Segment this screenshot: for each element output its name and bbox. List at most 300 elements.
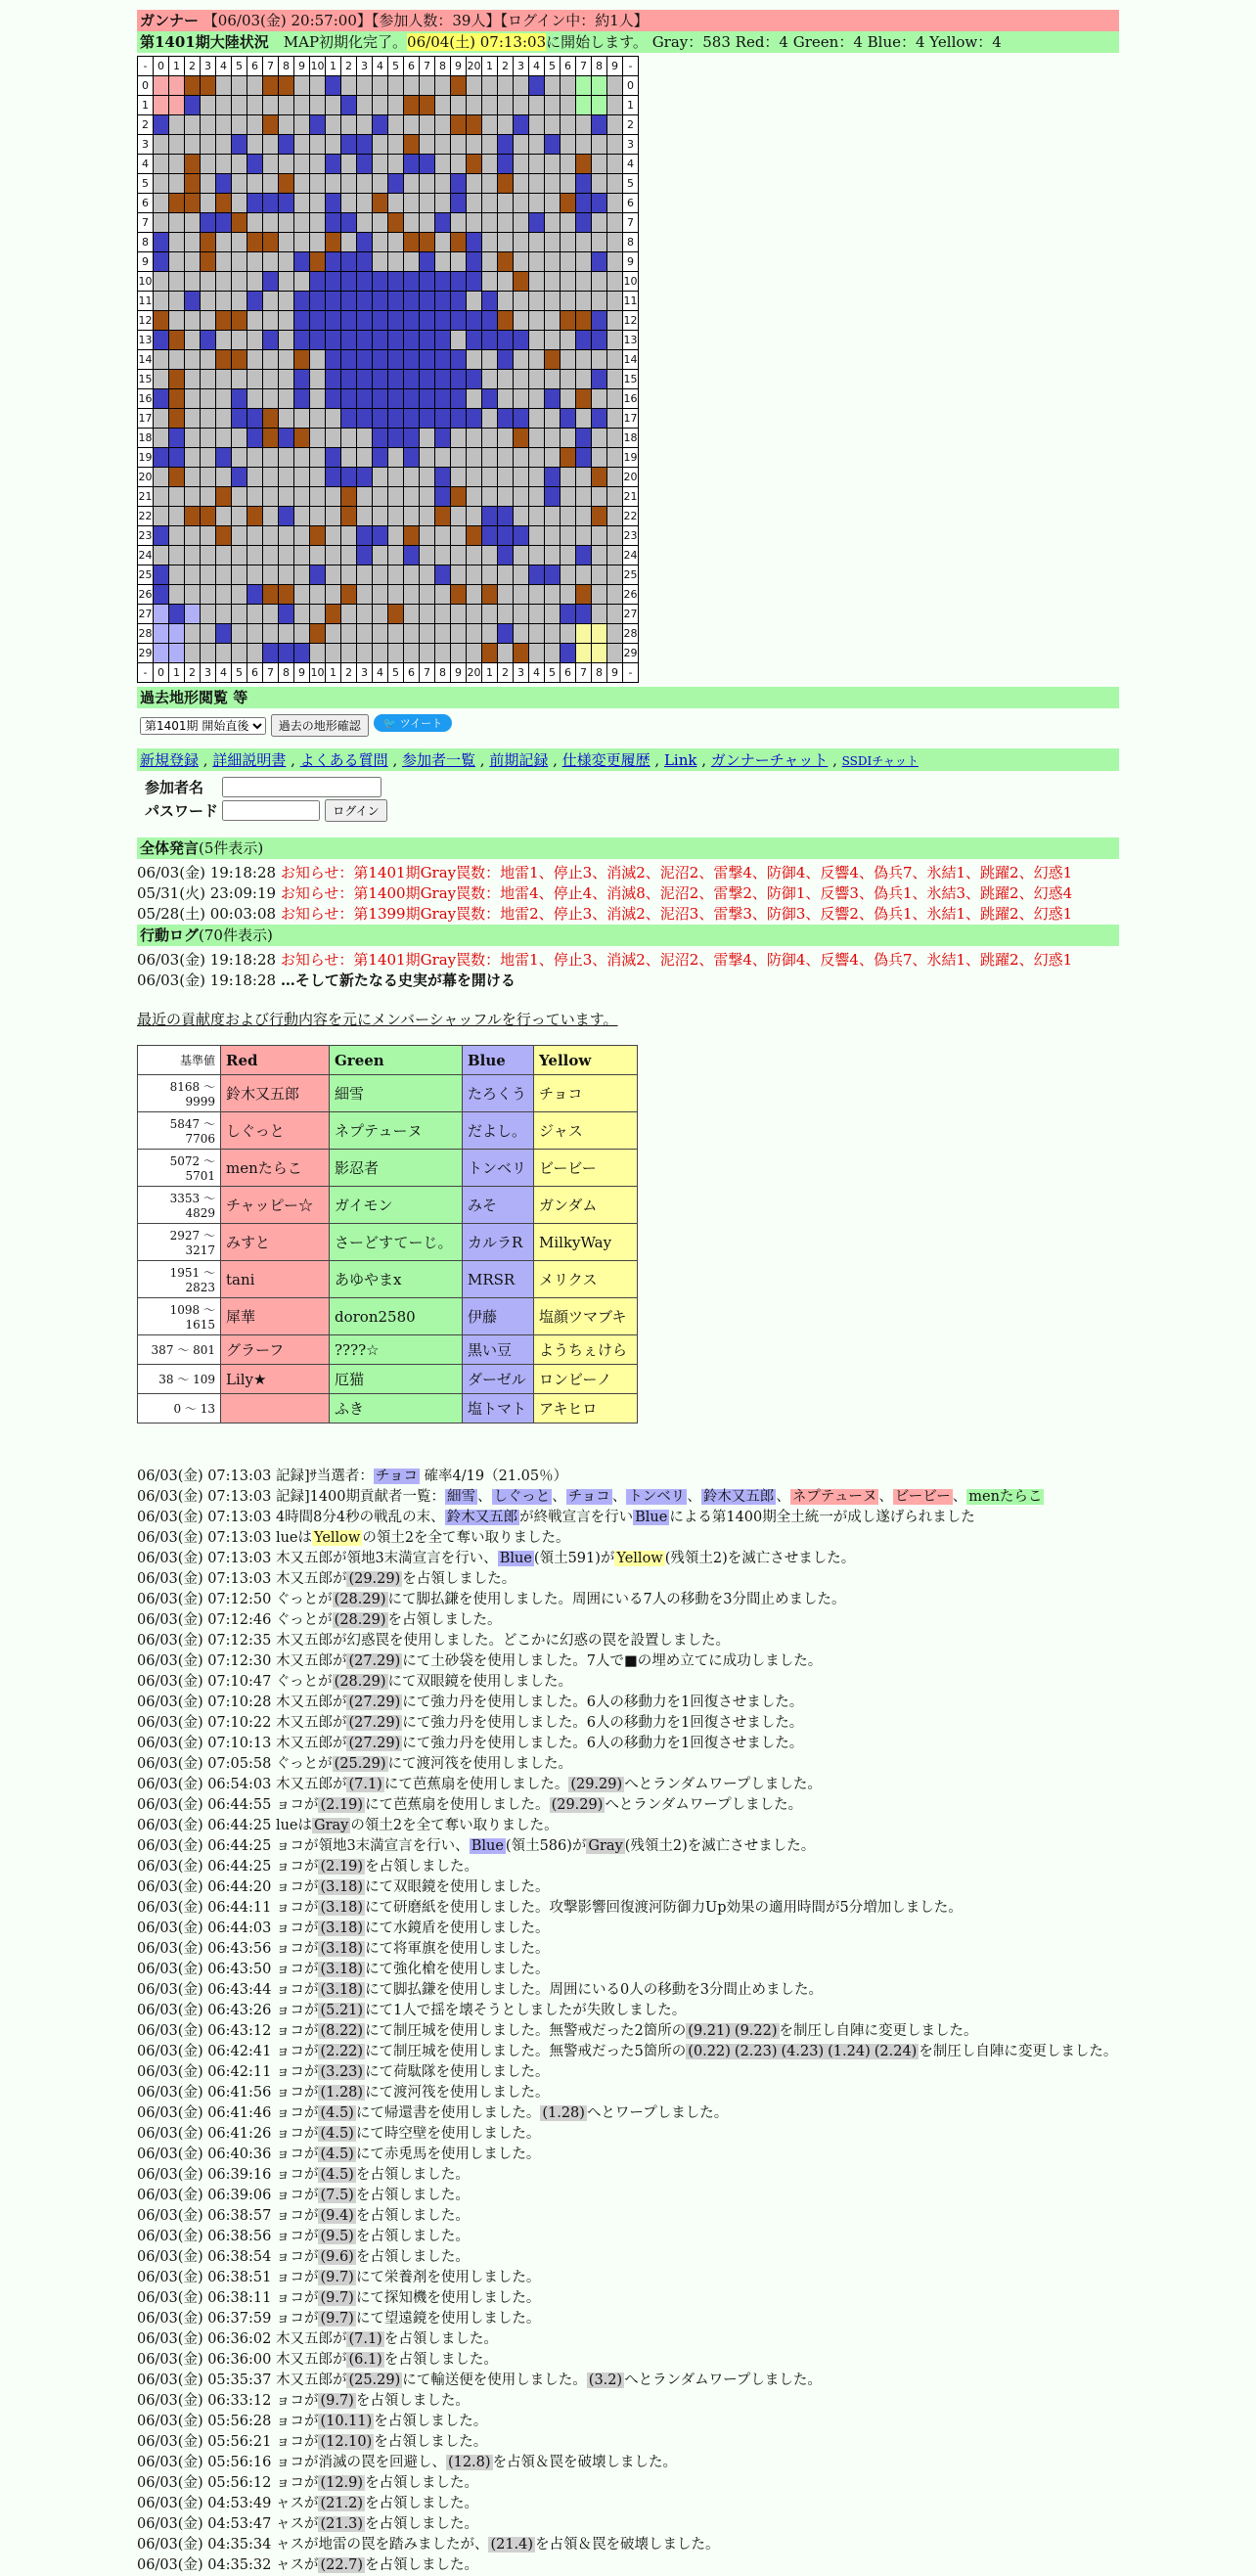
map-cell[interactable] bbox=[341, 213, 357, 233]
map-cell[interactable] bbox=[576, 194, 592, 213]
map-cell[interactable] bbox=[607, 546, 623, 565]
map-cell[interactable] bbox=[561, 76, 576, 96]
map-cell[interactable] bbox=[545, 252, 561, 272]
map-cell[interactable] bbox=[435, 585, 451, 605]
map-cell[interactable] bbox=[545, 96, 561, 115]
map-cell[interactable] bbox=[185, 624, 201, 644]
map-cell[interactable] bbox=[357, 135, 373, 155]
map-cell[interactable] bbox=[482, 429, 498, 448]
map-cell[interactable] bbox=[545, 213, 561, 233]
map-cell[interactable] bbox=[326, 409, 341, 429]
map-cell[interactable] bbox=[404, 292, 420, 311]
map-cell[interactable] bbox=[373, 252, 388, 272]
map-cell[interactable] bbox=[154, 429, 169, 448]
map-cell[interactable] bbox=[185, 429, 201, 448]
map-cell[interactable] bbox=[576, 409, 592, 429]
map-cell[interactable] bbox=[467, 370, 482, 389]
map-cell[interactable] bbox=[310, 292, 326, 311]
map-cell[interactable] bbox=[467, 311, 482, 331]
map-cell[interactable] bbox=[247, 565, 263, 585]
map-cell[interactable] bbox=[498, 565, 514, 585]
map-cell[interactable] bbox=[216, 135, 232, 155]
map-cell[interactable] bbox=[247, 115, 263, 135]
map-cell[interactable] bbox=[216, 96, 232, 115]
map-cell[interactable] bbox=[592, 292, 607, 311]
map-cell[interactable] bbox=[592, 546, 607, 565]
map-cell[interactable] bbox=[341, 135, 357, 155]
map-cell[interactable] bbox=[247, 409, 263, 429]
map-cell[interactable] bbox=[514, 487, 529, 507]
map-cell[interactable] bbox=[498, 585, 514, 605]
map-cell[interactable] bbox=[435, 526, 451, 546]
map-cell[interactable] bbox=[420, 213, 435, 233]
map-cell[interactable] bbox=[420, 546, 435, 565]
map-cell[interactable] bbox=[467, 194, 482, 213]
map-cell[interactable] bbox=[607, 292, 623, 311]
map-cell[interactable] bbox=[247, 213, 263, 233]
map-cell[interactable] bbox=[232, 487, 247, 507]
map-cell[interactable] bbox=[169, 350, 185, 370]
map-cell[interactable] bbox=[216, 585, 232, 605]
map-cell[interactable] bbox=[576, 292, 592, 311]
map-cell[interactable] bbox=[404, 624, 420, 644]
map-cell[interactable] bbox=[467, 429, 482, 448]
map-cell[interactable] bbox=[294, 429, 310, 448]
map-cell[interactable] bbox=[263, 389, 279, 409]
map-cell[interactable] bbox=[294, 585, 310, 605]
map-cell[interactable] bbox=[404, 311, 420, 331]
map-cell[interactable] bbox=[498, 331, 514, 350]
map-cell[interactable] bbox=[482, 213, 498, 233]
map-cell[interactable] bbox=[467, 213, 482, 233]
map-cell[interactable] bbox=[294, 96, 310, 115]
map-cell[interactable] bbox=[216, 389, 232, 409]
map-cell[interactable] bbox=[247, 194, 263, 213]
map-cell[interactable] bbox=[592, 115, 607, 135]
map-cell[interactable] bbox=[326, 135, 341, 155]
map-cell[interactable] bbox=[561, 370, 576, 389]
map-cell[interactable] bbox=[561, 194, 576, 213]
map-cell[interactable] bbox=[232, 389, 247, 409]
map-cell[interactable] bbox=[607, 644, 623, 663]
map-cell[interactable] bbox=[561, 96, 576, 115]
map-cell[interactable] bbox=[373, 526, 388, 546]
map-cell[interactable] bbox=[467, 350, 482, 370]
map-cell[interactable] bbox=[514, 96, 529, 115]
map-cell[interactable] bbox=[404, 507, 420, 526]
map-cell[interactable] bbox=[279, 350, 294, 370]
map-cell[interactable] bbox=[263, 350, 279, 370]
map-cell[interactable] bbox=[247, 585, 263, 605]
map-cell[interactable] bbox=[435, 350, 451, 370]
map-cell[interactable] bbox=[514, 233, 529, 252]
map-cell[interactable] bbox=[592, 311, 607, 331]
map-cell[interactable] bbox=[341, 115, 357, 135]
map-cell[interactable] bbox=[482, 507, 498, 526]
map-cell[interactable] bbox=[514, 213, 529, 233]
map-cell[interactable] bbox=[576, 96, 592, 115]
map-cell[interactable] bbox=[529, 96, 545, 115]
map-cell[interactable] bbox=[326, 252, 341, 272]
map-cell[interactable] bbox=[576, 350, 592, 370]
map-cell[interactable] bbox=[592, 644, 607, 663]
map-cell[interactable] bbox=[435, 644, 451, 663]
map-cell[interactable] bbox=[247, 252, 263, 272]
map-cell[interactable] bbox=[357, 96, 373, 115]
map-cell[interactable] bbox=[201, 487, 216, 507]
map-cell[interactable] bbox=[529, 585, 545, 605]
map-cell[interactable] bbox=[451, 487, 467, 507]
map-cell[interactable] bbox=[326, 155, 341, 174]
map-cell[interactable] bbox=[451, 213, 467, 233]
nav-chat[interactable]: ガンナーチャット bbox=[710, 751, 829, 769]
map-cell[interactable] bbox=[357, 546, 373, 565]
map-cell[interactable] bbox=[607, 252, 623, 272]
map-cell[interactable] bbox=[388, 350, 404, 370]
map-cell[interactable] bbox=[201, 135, 216, 155]
map-cell[interactable] bbox=[404, 76, 420, 96]
map-cell[interactable] bbox=[451, 507, 467, 526]
map-cell[interactable] bbox=[388, 624, 404, 644]
map-cell[interactable] bbox=[404, 565, 420, 585]
map-cell[interactable] bbox=[529, 115, 545, 135]
map-cell[interactable] bbox=[545, 194, 561, 213]
map-cell[interactable] bbox=[326, 507, 341, 526]
map-cell[interactable] bbox=[279, 389, 294, 409]
map-cell[interactable] bbox=[294, 526, 310, 546]
map-cell[interactable] bbox=[420, 350, 435, 370]
map-cell[interactable] bbox=[201, 605, 216, 624]
map-cell[interactable] bbox=[154, 76, 169, 96]
map-cell[interactable] bbox=[279, 644, 294, 663]
map-cell[interactable] bbox=[216, 155, 232, 174]
map-cell[interactable] bbox=[279, 487, 294, 507]
map-cell[interactable] bbox=[263, 409, 279, 429]
map-cell[interactable] bbox=[326, 605, 341, 624]
map-cell[interactable] bbox=[467, 624, 482, 644]
map-cell[interactable] bbox=[435, 331, 451, 350]
map-cell[interactable] bbox=[247, 292, 263, 311]
map-cell[interactable] bbox=[576, 624, 592, 644]
map-cell[interactable] bbox=[263, 507, 279, 526]
map-cell[interactable] bbox=[232, 311, 247, 331]
map-cell[interactable] bbox=[451, 526, 467, 546]
map-cell[interactable] bbox=[201, 585, 216, 605]
map-cell[interactable] bbox=[467, 233, 482, 252]
map-cell[interactable] bbox=[561, 350, 576, 370]
map-cell[interactable] bbox=[341, 468, 357, 487]
map-cell[interactable] bbox=[326, 233, 341, 252]
map-cell[interactable] bbox=[263, 174, 279, 194]
map-cell[interactable] bbox=[357, 350, 373, 370]
map-cell[interactable] bbox=[310, 409, 326, 429]
map-cell[interactable] bbox=[435, 468, 451, 487]
map-cell[interactable] bbox=[498, 448, 514, 468]
map-cell[interactable] bbox=[498, 389, 514, 409]
map-cell[interactable] bbox=[263, 233, 279, 252]
map-cell[interactable] bbox=[232, 194, 247, 213]
map-cell[interactable] bbox=[216, 292, 232, 311]
map-cell[interactable] bbox=[545, 546, 561, 565]
map-cell[interactable] bbox=[294, 644, 310, 663]
map-cell[interactable] bbox=[279, 507, 294, 526]
map-cell[interactable] bbox=[294, 448, 310, 468]
map-cell[interactable] bbox=[357, 115, 373, 135]
map-cell[interactable] bbox=[451, 468, 467, 487]
map-cell[interactable] bbox=[529, 292, 545, 311]
map-cell[interactable] bbox=[357, 252, 373, 272]
map-cell[interactable] bbox=[498, 468, 514, 487]
map-cell[interactable] bbox=[388, 272, 404, 292]
map-cell[interactable] bbox=[576, 311, 592, 331]
map-cell[interactable] bbox=[263, 468, 279, 487]
map-cell[interactable] bbox=[357, 624, 373, 644]
map-cell[interactable] bbox=[279, 292, 294, 311]
map-cell[interactable] bbox=[263, 526, 279, 546]
map-cell[interactable] bbox=[247, 605, 263, 624]
map-cell[interactable] bbox=[607, 565, 623, 585]
map-cell[interactable] bbox=[357, 565, 373, 585]
map-cell[interactable] bbox=[373, 311, 388, 331]
map-cell[interactable] bbox=[310, 429, 326, 448]
map-cell[interactable] bbox=[247, 272, 263, 292]
period-select[interactable] bbox=[140, 717, 266, 735]
map-cell[interactable] bbox=[294, 507, 310, 526]
map-cell[interactable] bbox=[482, 311, 498, 331]
map-cell[interactable] bbox=[373, 135, 388, 155]
map-cell[interactable] bbox=[498, 546, 514, 565]
map-cell[interactable] bbox=[482, 487, 498, 507]
map-cell[interactable] bbox=[373, 507, 388, 526]
map-cell[interactable] bbox=[201, 350, 216, 370]
map-cell[interactable] bbox=[310, 331, 326, 350]
map-cell[interactable] bbox=[514, 565, 529, 585]
map-cell[interactable] bbox=[247, 331, 263, 350]
map-cell[interactable] bbox=[404, 350, 420, 370]
map-cell[interactable] bbox=[576, 585, 592, 605]
map-cell[interactable] bbox=[232, 624, 247, 644]
map-cell[interactable] bbox=[263, 272, 279, 292]
map-cell[interactable] bbox=[576, 546, 592, 565]
map-cell[interactable] bbox=[169, 292, 185, 311]
map-cell[interactable] bbox=[263, 585, 279, 605]
map-cell[interactable] bbox=[263, 605, 279, 624]
map-cell[interactable] bbox=[326, 546, 341, 565]
map-cell[interactable] bbox=[185, 115, 201, 135]
map-cell[interactable] bbox=[420, 252, 435, 272]
map-cell[interactable] bbox=[373, 605, 388, 624]
map-cell[interactable] bbox=[576, 174, 592, 194]
map-cell[interactable] bbox=[373, 585, 388, 605]
map-cell[interactable] bbox=[467, 272, 482, 292]
map-cell[interactable] bbox=[326, 585, 341, 605]
map-cell[interactable] bbox=[326, 429, 341, 448]
map-cell[interactable] bbox=[154, 331, 169, 350]
map-cell[interactable] bbox=[482, 194, 498, 213]
map-cell[interactable] bbox=[404, 526, 420, 546]
map-cell[interactable] bbox=[561, 565, 576, 585]
map-cell[interactable] bbox=[373, 213, 388, 233]
map-cell[interactable] bbox=[201, 448, 216, 468]
map-cell[interactable] bbox=[373, 174, 388, 194]
map-cell[interactable] bbox=[435, 292, 451, 311]
map-cell[interactable] bbox=[169, 526, 185, 546]
map-cell[interactable] bbox=[420, 331, 435, 350]
map-cell[interactable] bbox=[498, 624, 514, 644]
map-cell[interactable] bbox=[529, 448, 545, 468]
map-cell[interactable] bbox=[576, 389, 592, 409]
map-cell[interactable] bbox=[279, 155, 294, 174]
map-cell[interactable] bbox=[498, 272, 514, 292]
map-cell[interactable] bbox=[357, 507, 373, 526]
map-cell[interactable] bbox=[592, 448, 607, 468]
map-cell[interactable] bbox=[373, 644, 388, 663]
map-cell[interactable] bbox=[482, 565, 498, 585]
map-cell[interactable] bbox=[592, 213, 607, 233]
map-cell[interactable] bbox=[404, 272, 420, 292]
map-cell[interactable] bbox=[326, 448, 341, 468]
map-cell[interactable] bbox=[247, 546, 263, 565]
map-cell[interactable] bbox=[451, 546, 467, 565]
map-cell[interactable] bbox=[294, 331, 310, 350]
map-cell[interactable] bbox=[294, 194, 310, 213]
map-cell[interactable] bbox=[169, 174, 185, 194]
map-cell[interactable] bbox=[404, 370, 420, 389]
map-cell[interactable] bbox=[467, 135, 482, 155]
map-cell[interactable] bbox=[341, 370, 357, 389]
map-cell[interactable] bbox=[451, 292, 467, 311]
map-cell[interactable] bbox=[310, 252, 326, 272]
map-cell[interactable] bbox=[185, 565, 201, 585]
map-cell[interactable] bbox=[232, 507, 247, 526]
map-cell[interactable] bbox=[357, 370, 373, 389]
map-cell[interactable] bbox=[310, 96, 326, 115]
map-cell[interactable] bbox=[451, 311, 467, 331]
map-cell[interactable] bbox=[482, 546, 498, 565]
map-cell[interactable] bbox=[498, 135, 514, 155]
map-cell[interactable] bbox=[341, 389, 357, 409]
map-cell[interactable] bbox=[482, 155, 498, 174]
map-cell[interactable] bbox=[576, 252, 592, 272]
map-cell[interactable] bbox=[467, 292, 482, 311]
map-cell[interactable] bbox=[326, 194, 341, 213]
map-cell[interactable] bbox=[482, 272, 498, 292]
map-cell[interactable] bbox=[561, 292, 576, 311]
map-cell[interactable] bbox=[529, 213, 545, 233]
map-cell[interactable] bbox=[607, 155, 623, 174]
map-cell[interactable] bbox=[451, 409, 467, 429]
map-cell[interactable] bbox=[154, 272, 169, 292]
map-cell[interactable] bbox=[279, 213, 294, 233]
map-cell[interactable] bbox=[420, 389, 435, 409]
map-cell[interactable] bbox=[310, 115, 326, 135]
map-cell[interactable] bbox=[326, 526, 341, 546]
map-cell[interactable] bbox=[341, 233, 357, 252]
map-cell[interactable] bbox=[607, 96, 623, 115]
map-cell[interactable] bbox=[169, 370, 185, 389]
map-cell[interactable] bbox=[169, 155, 185, 174]
map-cell[interactable] bbox=[529, 155, 545, 174]
map-cell[interactable] bbox=[341, 155, 357, 174]
map-cell[interactable] bbox=[404, 448, 420, 468]
map-cell[interactable] bbox=[232, 115, 247, 135]
map-cell[interactable] bbox=[263, 565, 279, 585]
map-cell[interactable] bbox=[279, 585, 294, 605]
map-cell[interactable] bbox=[294, 605, 310, 624]
map-cell[interactable] bbox=[420, 194, 435, 213]
map-cell[interactable] bbox=[185, 272, 201, 292]
past-terrain-button[interactable]: 過去の地形確認 bbox=[271, 714, 369, 737]
map-cell[interactable] bbox=[529, 174, 545, 194]
map-cell[interactable] bbox=[232, 350, 247, 370]
map-cell[interactable] bbox=[388, 135, 404, 155]
map-cell[interactable] bbox=[169, 115, 185, 135]
map-cell[interactable] bbox=[545, 507, 561, 526]
map-cell[interactable] bbox=[529, 194, 545, 213]
map-cell[interactable] bbox=[404, 546, 420, 565]
map-cell[interactable] bbox=[514, 585, 529, 605]
map-cell[interactable] bbox=[232, 468, 247, 487]
map-cell[interactable] bbox=[529, 409, 545, 429]
map-cell[interactable] bbox=[388, 429, 404, 448]
map-cell[interactable] bbox=[388, 468, 404, 487]
map-cell[interactable] bbox=[263, 546, 279, 565]
map-cell[interactable] bbox=[294, 350, 310, 370]
map-cell[interactable] bbox=[201, 311, 216, 331]
map-cell[interactable] bbox=[232, 272, 247, 292]
map-cell[interactable] bbox=[607, 526, 623, 546]
map-cell[interactable] bbox=[482, 624, 498, 644]
map-cell[interactable] bbox=[154, 311, 169, 331]
map-cell[interactable] bbox=[498, 155, 514, 174]
map-cell[interactable] bbox=[247, 487, 263, 507]
map-cell[interactable] bbox=[435, 155, 451, 174]
map-cell[interactable] bbox=[310, 370, 326, 389]
map-cell[interactable] bbox=[279, 605, 294, 624]
map-cell[interactable] bbox=[514, 644, 529, 663]
map-cell[interactable] bbox=[420, 370, 435, 389]
map-cell[interactable] bbox=[279, 429, 294, 448]
map-cell[interactable] bbox=[467, 585, 482, 605]
map-cell[interactable] bbox=[279, 565, 294, 585]
map-cell[interactable] bbox=[451, 605, 467, 624]
map-cell[interactable] bbox=[357, 311, 373, 331]
map-cell[interactable] bbox=[185, 389, 201, 409]
map-cell[interactable] bbox=[467, 331, 482, 350]
map-cell[interactable] bbox=[529, 546, 545, 565]
map-cell[interactable] bbox=[592, 565, 607, 585]
map-cell[interactable] bbox=[388, 194, 404, 213]
map-cell[interactable] bbox=[388, 389, 404, 409]
map-cell[interactable] bbox=[498, 115, 514, 135]
map-cell[interactable] bbox=[451, 331, 467, 350]
map-cell[interactable] bbox=[404, 585, 420, 605]
map-cell[interactable] bbox=[154, 526, 169, 546]
map-cell[interactable] bbox=[154, 585, 169, 605]
map-cell[interactable] bbox=[404, 155, 420, 174]
map-cell[interactable] bbox=[420, 115, 435, 135]
map-cell[interactable] bbox=[561, 174, 576, 194]
map-cell[interactable] bbox=[388, 174, 404, 194]
map-cell[interactable] bbox=[310, 507, 326, 526]
map-cell[interactable] bbox=[154, 448, 169, 468]
map-cell[interactable] bbox=[467, 409, 482, 429]
map-cell[interactable] bbox=[341, 644, 357, 663]
map-cell[interactable] bbox=[561, 233, 576, 252]
map-cell[interactable] bbox=[185, 213, 201, 233]
map-cell[interactable] bbox=[154, 468, 169, 487]
map-cell[interactable] bbox=[201, 213, 216, 233]
